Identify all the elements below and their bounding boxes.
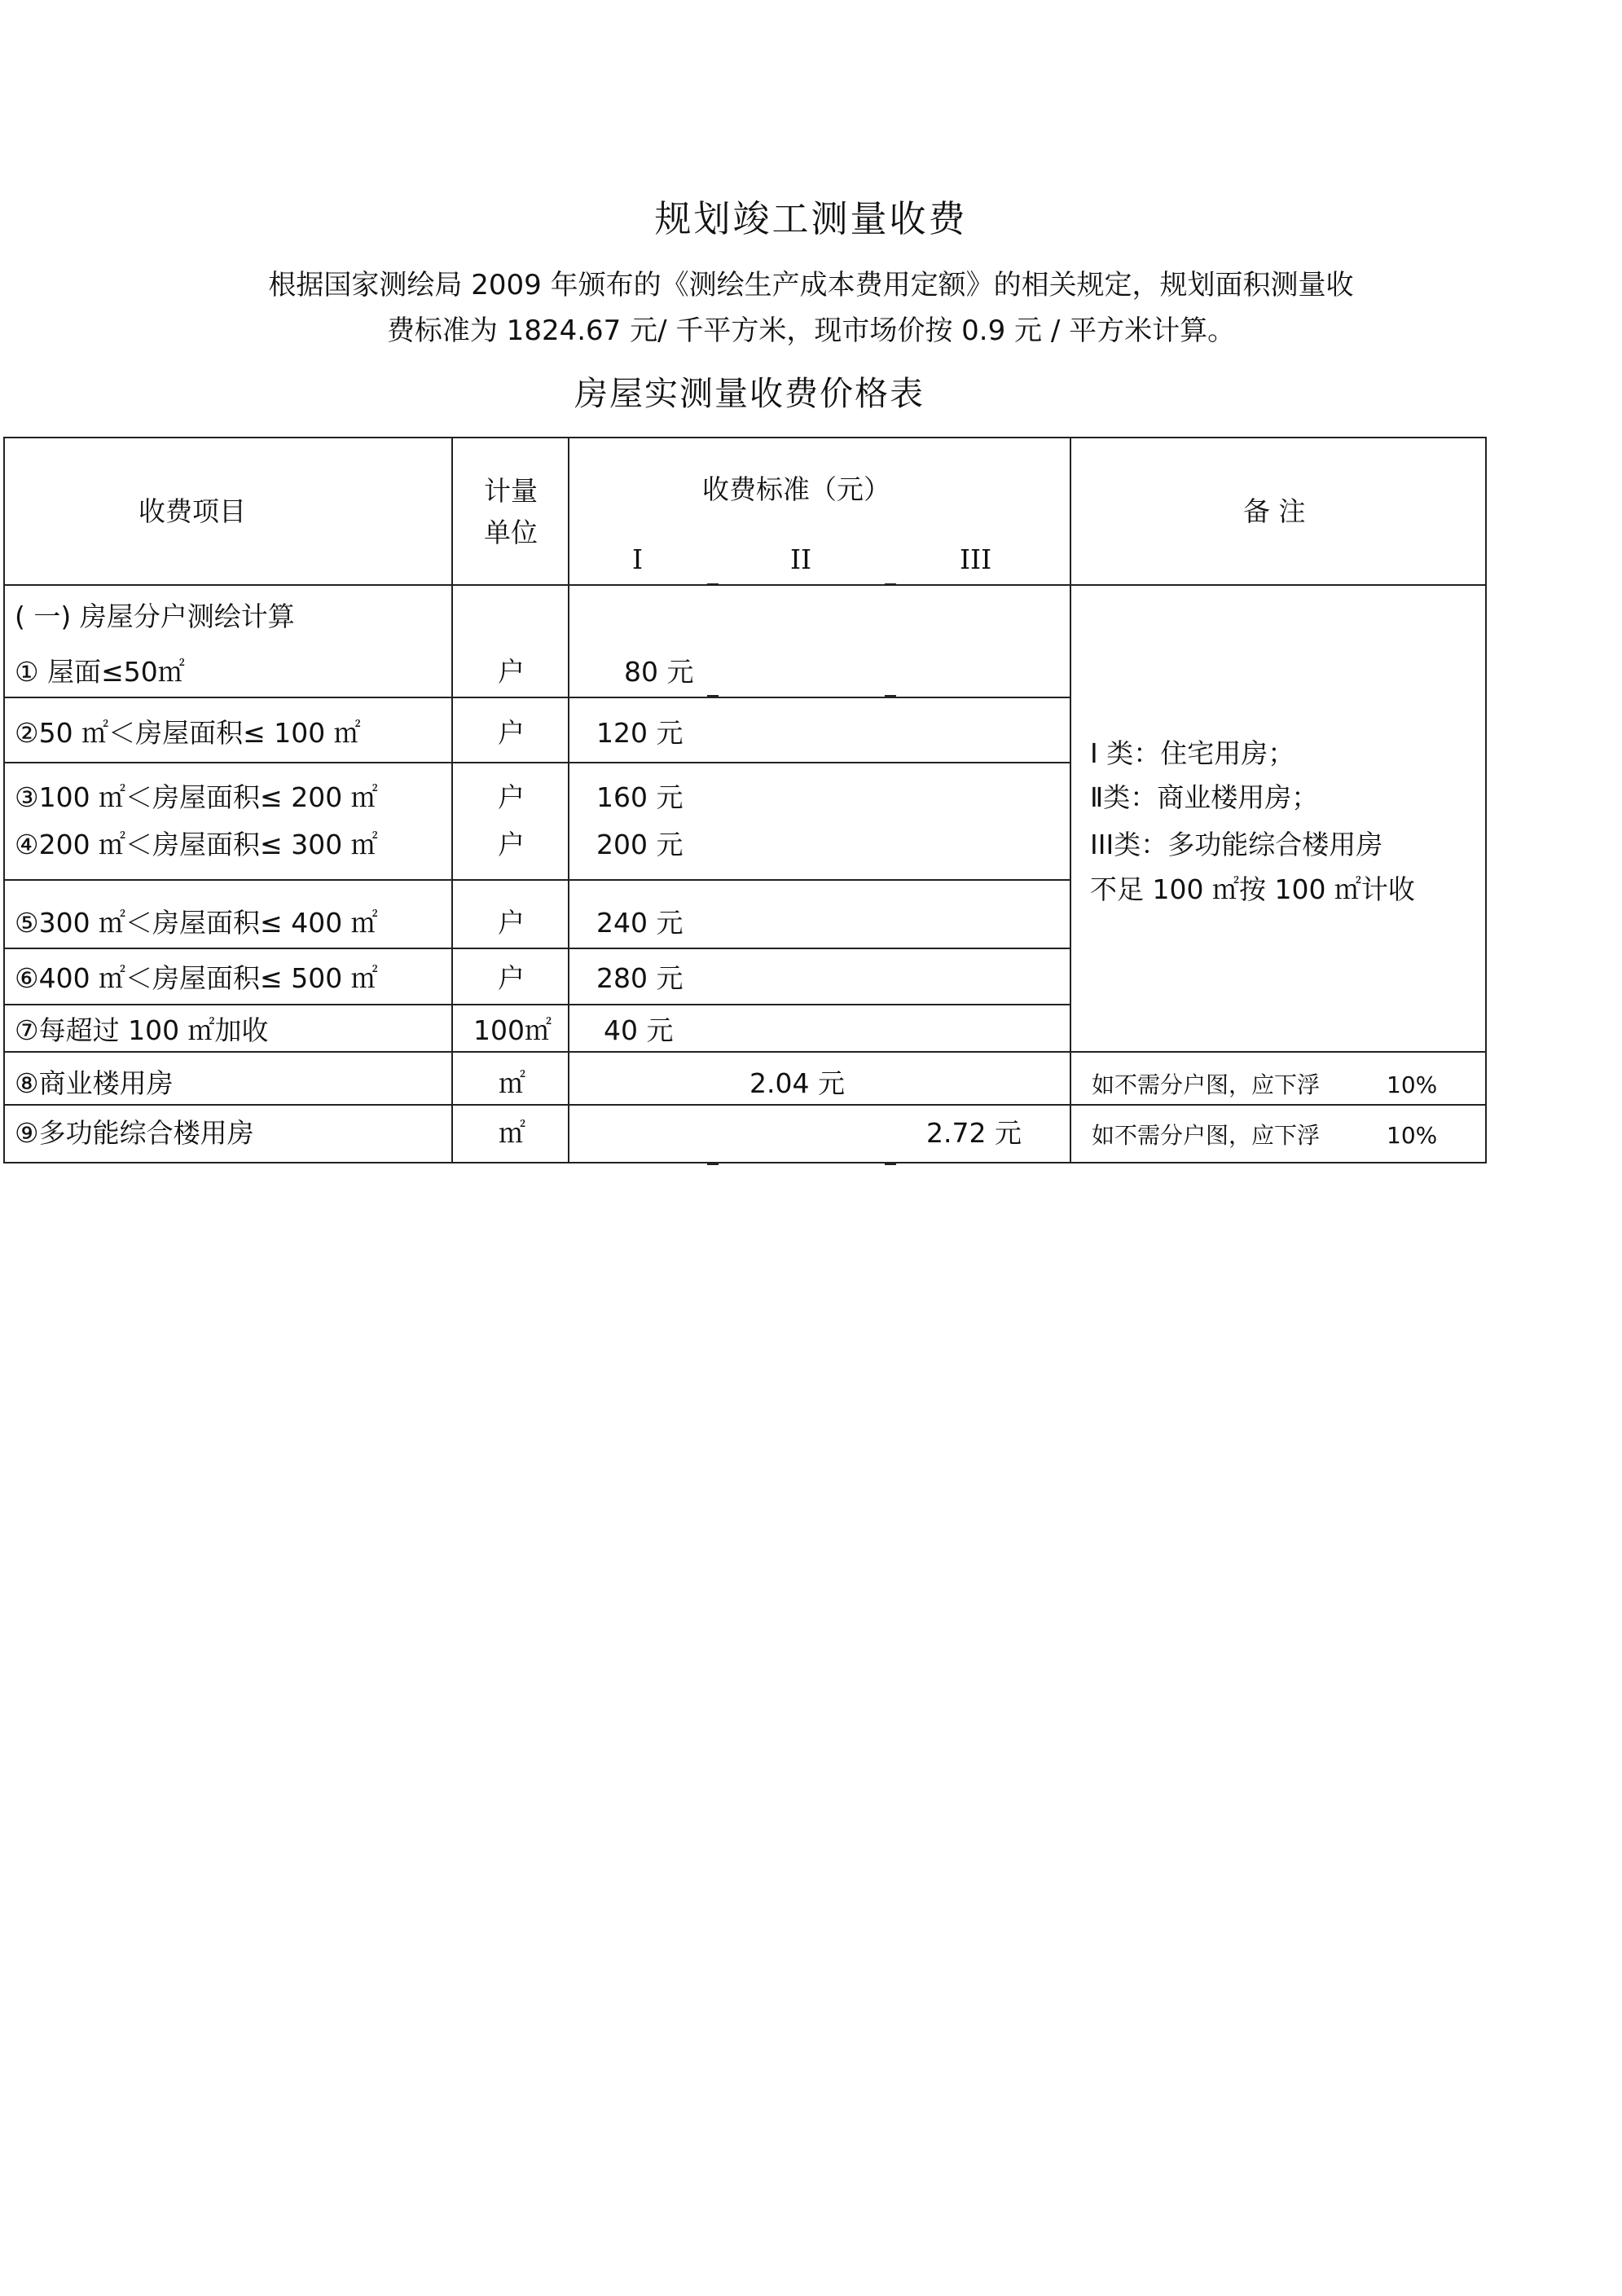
sub-column-mark: [707, 1163, 719, 1165]
table-border-top: [3, 437, 1487, 438]
remark-minimum-area: 不足 100 ㎡按 100 ㎡计收: [1090, 873, 1415, 905]
row-6-unit: 户: [498, 962, 525, 994]
intro-line-2: 费标准为 1824.67 元/ 千平方米，现市场价按 0.9 元 / 平方米计算。: [386, 314, 1236, 347]
header-standard: 收费标准（元）: [702, 473, 890, 505]
row-1-price: 80 元: [624, 656, 694, 688]
row-1-item: ① 屋面≤50㎡: [15, 656, 185, 688]
row-4-unit: 户: [498, 829, 525, 860]
row-6-price: 280 元: [596, 962, 684, 994]
row-8-unit: ㎡: [499, 1067, 525, 1099]
header-remark: 备 注: [1243, 495, 1306, 527]
row-3-item: ③100 ㎡＜房屋面积≤ 200 ㎡: [15, 781, 378, 813]
row-7-item: ⑦每超过 100 ㎡加收: [15, 1014, 269, 1046]
row-1-unit: 户: [498, 656, 525, 688]
row-line: [3, 1104, 1487, 1106]
row-8-remark: 如不需分户图，应下浮: [1092, 1071, 1321, 1098]
table-border-bottom: [3, 1162, 1487, 1163]
row-9-remark-percent: 10%: [1387, 1122, 1438, 1149]
column-line: [451, 437, 453, 1163]
header-item: 收费项目: [138, 495, 246, 527]
remark-class-2: Ⅱ类：商业楼用房；: [1090, 781, 1319, 813]
row-5-item: ⑤300 ㎡＜房屋面积≤ 400 ㎡: [15, 907, 378, 939]
row-3-unit: 户: [498, 781, 525, 813]
row-7-price: 40 元: [604, 1014, 674, 1046]
header-class-1: I: [632, 543, 644, 575]
row-line: [3, 697, 1071, 698]
row-line: [3, 1051, 1487, 1053]
row-4-price: 200 元: [596, 829, 684, 860]
column-line: [1070, 437, 1071, 1163]
header-bottom-line: [3, 584, 1487, 586]
row-8-remark-percent: 10%: [1387, 1071, 1438, 1098]
row-8-item: ⑧商业楼用房: [15, 1067, 174, 1099]
section-label: ( 一) 房屋分户测绘计算: [15, 600, 295, 632]
row-7-unit: 100㎡: [473, 1014, 552, 1046]
row-2-price: 120 元: [596, 717, 684, 749]
row-8-price: 2.04 元: [749, 1067, 845, 1099]
sub-column-mark: [885, 1163, 896, 1165]
row-3-price: 160 元: [596, 781, 684, 813]
header-class-3: III: [960, 543, 992, 575]
remark-class-1: I 类：住宅用房；: [1090, 737, 1295, 769]
row-line: [3, 948, 1071, 949]
row-line: [3, 762, 1071, 763]
row-9-item: ⑨多功能综合楼用房: [15, 1117, 254, 1149]
row-5-price: 240 元: [596, 907, 684, 939]
row-9-price: 2.72 元: [926, 1117, 1022, 1149]
sub-column-mark: [707, 695, 719, 697]
document-title: 规划竣工测量收费: [654, 197, 968, 240]
table-border-right: [1485, 437, 1487, 1163]
row-line: [3, 1004, 1071, 1005]
row-2-unit: 户: [498, 717, 525, 749]
table-title: 房屋实测量收费价格表: [574, 374, 925, 413]
table-border-left: [3, 437, 5, 1163]
sub-column-mark: [885, 583, 896, 586]
intro-line-1: 根据国家测绘局 2009 年颁布的《测绘生产成本费用定额》的相关规定，规划面积测量收: [268, 269, 1354, 301]
row-6-item: ⑥400 ㎡＜房屋面积≤ 500 ㎡: [15, 962, 378, 994]
sub-column-mark: [707, 583, 719, 586]
sub-column-mark: [885, 695, 896, 697]
remark-class-3: III类：多功能综合楼用房: [1090, 829, 1383, 860]
row-9-unit: ㎡: [499, 1117, 525, 1149]
row-line: [3, 879, 1071, 881]
header-class-2: II: [790, 543, 812, 575]
row-2-item: ②50 ㎡＜房屋面积≤ 100 ㎡: [15, 717, 361, 749]
row-9-remark: 如不需分户图，应下浮: [1092, 1122, 1321, 1149]
header-unit-line-2: 单位: [484, 517, 538, 548]
column-line: [568, 437, 569, 1163]
header-unit-line-1: 计量: [484, 475, 538, 507]
row-5-unit: 户: [498, 907, 525, 939]
row-4-item: ④200 ㎡＜房屋面积≤ 300 ㎡: [15, 829, 378, 860]
